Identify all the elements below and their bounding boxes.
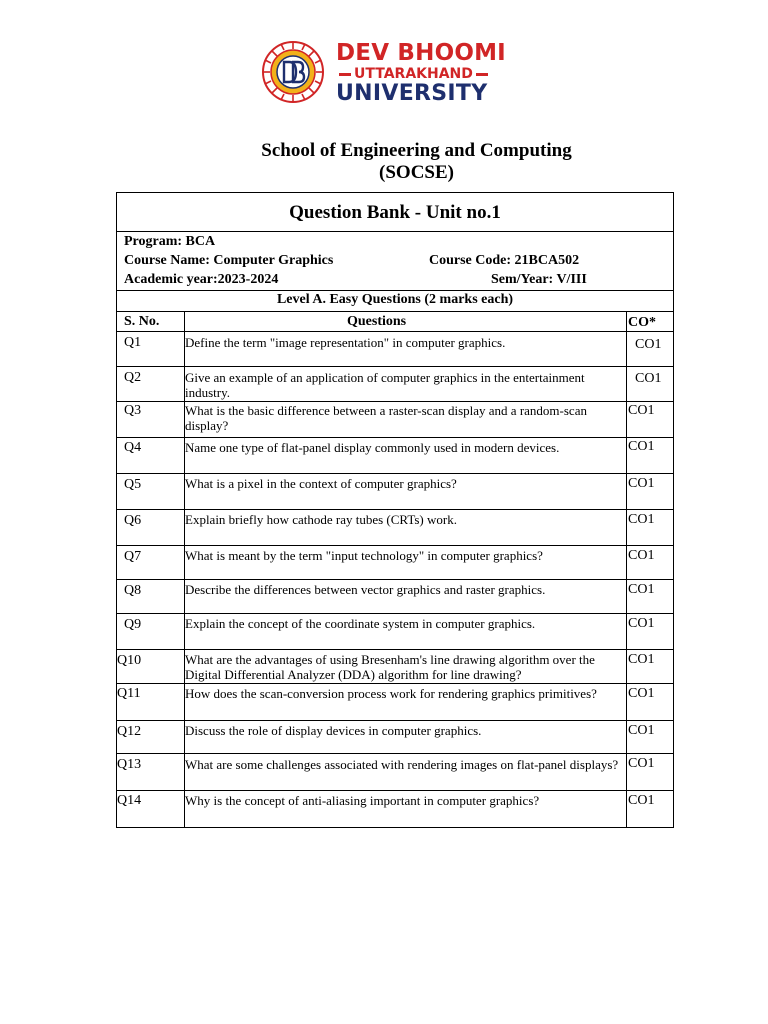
course-code-label: Course Code: 21BCA502	[429, 253, 580, 268]
school-title: School of Engineering and Computing	[261, 140, 572, 161]
row-divider	[116, 720, 674, 721]
table-row-co: CO1	[628, 476, 655, 491]
row-divider	[116, 613, 674, 614]
table-row-sno: Q9	[124, 617, 142, 632]
course-name-label: Course Name: Computer Graphics	[124, 253, 334, 268]
logo-wordmark	[336, 40, 508, 106]
row-divider	[116, 790, 674, 791]
table-row-co: CO1	[635, 371, 662, 386]
table-row-co: CO1	[635, 337, 662, 352]
column-header-questions: Questions	[347, 314, 407, 329]
program-label: Program: BCA	[124, 234, 216, 249]
row-divider	[116, 753, 674, 754]
logo-dash-right	[476, 73, 488, 76]
logo-line-university: UNIVERSITY	[336, 81, 488, 106]
row-divider	[116, 401, 674, 402]
table-row-question: Give an example of an application of computer graphics in the entertainment industry.	[185, 370, 585, 400]
logo-line-uttarakhand: UTTARAKHAND	[354, 66, 473, 82]
table-row-co: CO1	[628, 439, 655, 454]
table-row-sno: Q14	[117, 793, 142, 808]
table-row-question: Describe the differences between vector graphics and raster graphics.	[185, 582, 546, 597]
table-row-co: CO1	[628, 686, 655, 701]
table-row-co: CO1	[628, 616, 655, 631]
table-row-question: How does the scan-conversion process work for rendering graphics primitives?	[185, 686, 597, 701]
table-row-sno: Q6	[124, 513, 142, 528]
table-row-question: Name one type of flat-panel display commonly used in modern devices.	[185, 440, 560, 455]
table-row-question: What is the basic difference between a raster-scan display and a random-scan display?	[185, 403, 587, 433]
table-divider	[116, 231, 674, 232]
table-row-sno: Q3	[124, 403, 142, 418]
table-row-sno: Q10	[117, 653, 142, 668]
table-row-co: CO1	[628, 723, 655, 738]
table-row-question: What are the advantages of using Bresenham's line drawing algorithm over the Digital Differential Analyzer (DDA) algorithm for line drawing?	[185, 652, 595, 682]
table-row-co: CO1	[628, 403, 655, 418]
table-row-co: CO1	[628, 582, 655, 597]
table-row-co: CO1	[628, 652, 655, 667]
table-row-question: Define the term "image representation" in computer graphics.	[185, 335, 506, 350]
table-row-sno: Q1	[124, 335, 142, 350]
logo-dash-left	[339, 73, 351, 76]
table-row-co: CO1	[628, 793, 655, 808]
sem-year-label: Sem/Year: V/III	[491, 272, 587, 287]
question-bank-title: Question Bank - Unit no.1	[289, 202, 501, 223]
table-row-sno: Q8	[124, 583, 142, 598]
row-divider	[116, 649, 674, 650]
column-header-sno: S. No.	[124, 314, 160, 329]
university-emblem-icon	[260, 40, 326, 104]
row-divider	[116, 473, 674, 474]
logo-line-uttarakhand-row	[336, 66, 508, 82]
table-row-question: What are some challenges associated with rendering images on flat-panel displays?	[185, 757, 619, 772]
table-divider	[116, 311, 674, 312]
table-row-co: CO1	[628, 548, 655, 563]
row-divider	[116, 366, 674, 367]
table-row-sno: Q12	[117, 724, 142, 739]
table-row-sno: Q11	[117, 686, 141, 701]
school-abbreviation: (SOCSE)	[379, 162, 454, 183]
row-divider	[116, 509, 674, 510]
table-row-question: What is meant by the term "input technology" in computer graphics?	[185, 548, 543, 563]
table-row-question: Why is the concept of anti-aliasing important in computer graphics?	[185, 793, 540, 808]
row-divider	[116, 437, 674, 438]
table-row-sno: Q7	[124, 549, 142, 564]
level-heading: Level A. Easy Questions (2 marks each)	[276, 292, 514, 307]
table-row-co: CO1	[628, 512, 655, 527]
table-row-sno: Q2	[124, 370, 142, 385]
table-divider	[116, 331, 674, 332]
table-row-co: CO1	[628, 756, 655, 771]
row-divider	[116, 579, 674, 580]
table-row-question: What is a pixel in the context of computer graphics?	[185, 476, 457, 491]
row-divider	[116, 545, 674, 546]
table-row-sno: Q4	[124, 440, 142, 455]
logo-line-dev-bhoomi: DEV BHOOMI	[336, 40, 506, 66]
table-row-question: Discuss the role of display devices in computer graphics.	[185, 723, 482, 738]
academic-year-label: Academic year:2023-2024	[124, 272, 279, 287]
table-row-question: Explain briefly how cathode ray tubes (CRTs) work.	[185, 512, 457, 527]
column-header-co: CO*	[628, 315, 656, 330]
row-divider	[116, 683, 674, 684]
table-row-question: Explain the concept of the coordinate system in computer graphics.	[185, 616, 536, 631]
table-row-sno: Q13	[117, 757, 142, 772]
university-logo	[258, 38, 508, 106]
table-row-sno: Q5	[124, 477, 142, 492]
